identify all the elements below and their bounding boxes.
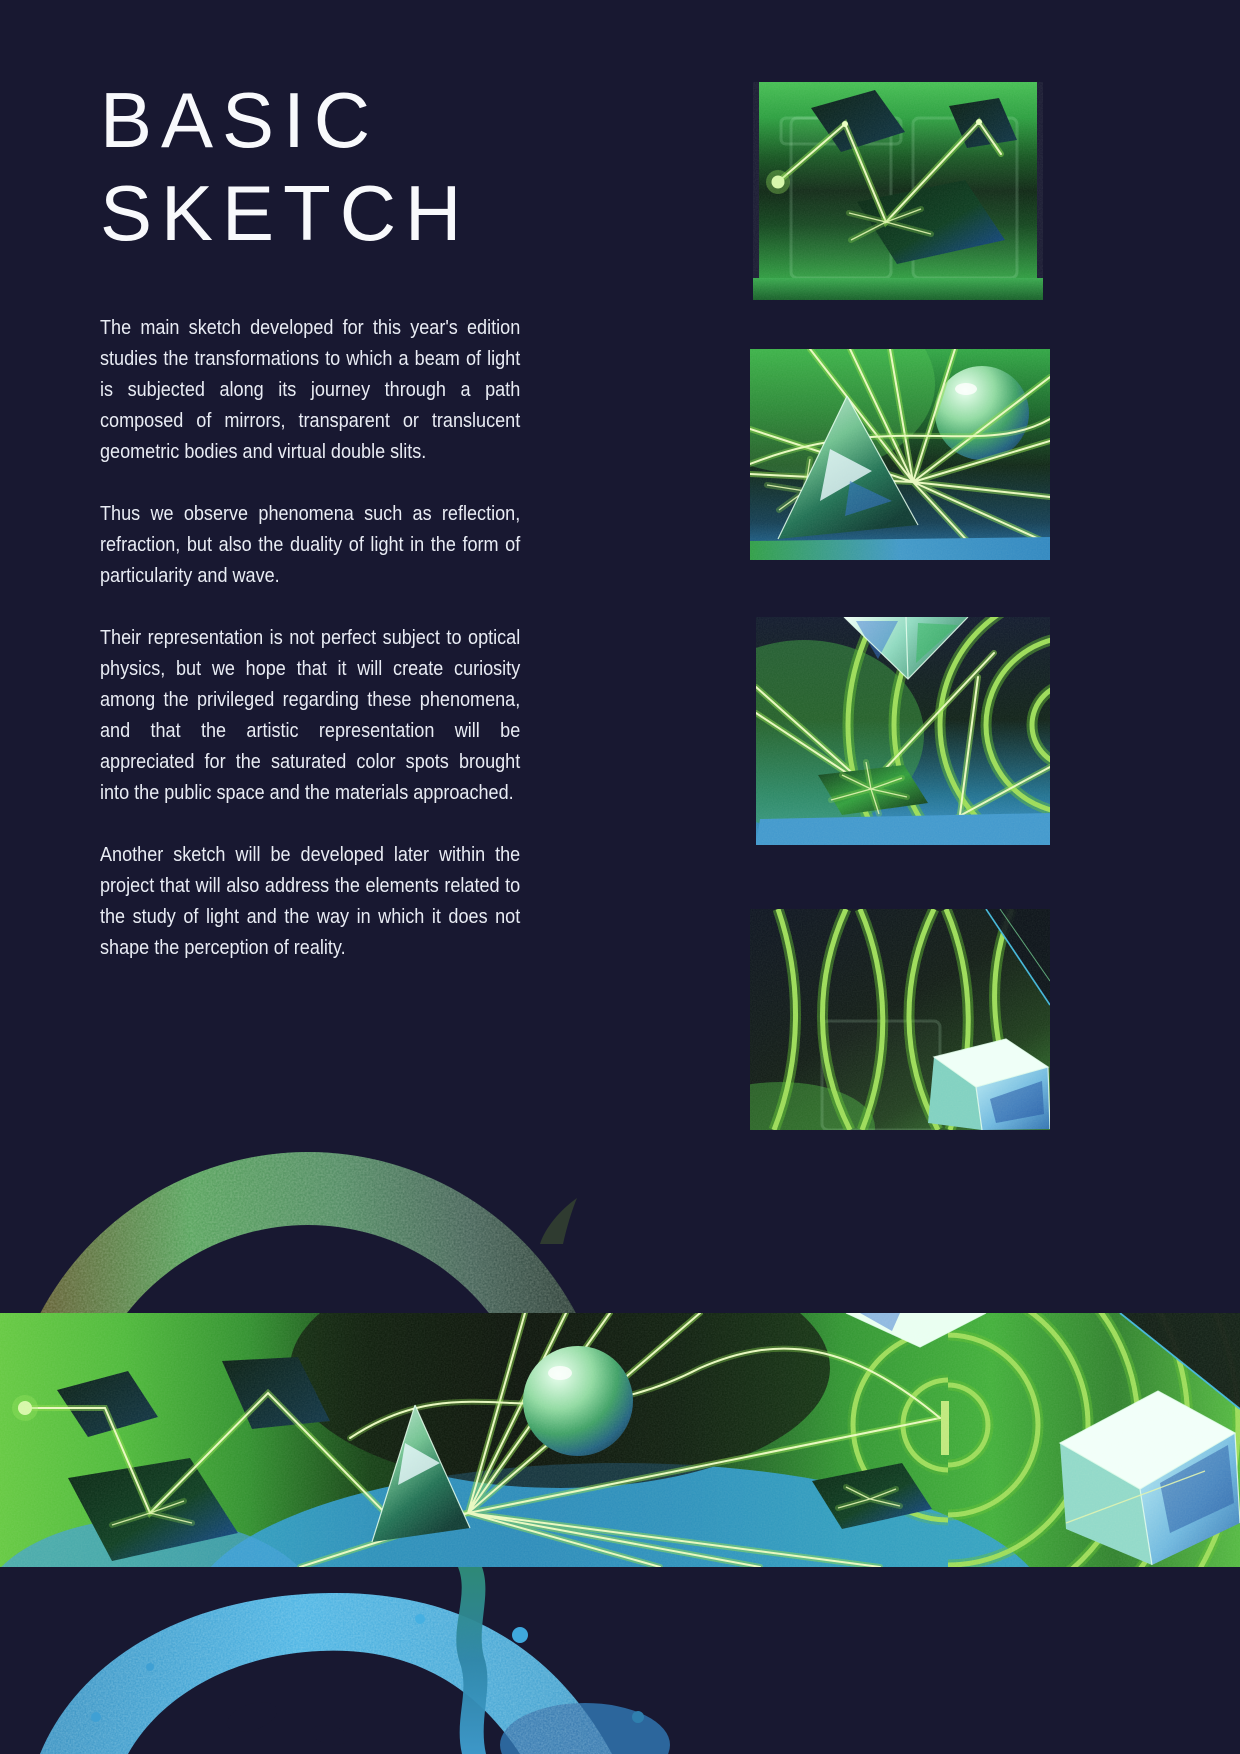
render-double-slit-waves	[756, 617, 1050, 845]
render-prism-sphere	[750, 349, 1050, 560]
article-text	[100, 312, 520, 994]
page-title-line2: SKETCH	[100, 169, 471, 257]
paragraph-4: Another sketch will be developed later within the project that will also address the elements related to the study of light and the way in which it does not shape the perception of reality.	[100, 843, 521, 959]
page-title-line1: BASIC	[100, 76, 380, 164]
arrowhead-fin	[540, 1198, 577, 1244]
render-wave-lattice-block	[750, 909, 1050, 1130]
paragraph-2: Thus we observe phenomena such as reflection, refraction, but also the duality of light in the form of particularity and wave.	[100, 502, 521, 587]
blue-brush-swoosh	[0, 1567, 700, 1754]
render-mirror-maze	[753, 82, 1043, 300]
page-title	[100, 74, 470, 260]
teal-paint-drip	[440, 1567, 520, 1754]
green-arc-swoosh	[0, 1140, 660, 1313]
paragraph-1: The main sketch developed for this year's edition studies the transformations to which a beam of light is subjected along its journey through a path composed of mirrors, transparent or translucent geometric bodies and virtual double slits.	[100, 316, 521, 463]
paragraph-3: Their representation is not perfect subject to optical physics, but we hope that it will create curiosity among the privileged regarding these phenomena, and that the artistic representation will be appreciated for the saturated color spots brought into the public space and the materials approached.	[100, 626, 521, 804]
composite-banner	[0, 1313, 1240, 1567]
